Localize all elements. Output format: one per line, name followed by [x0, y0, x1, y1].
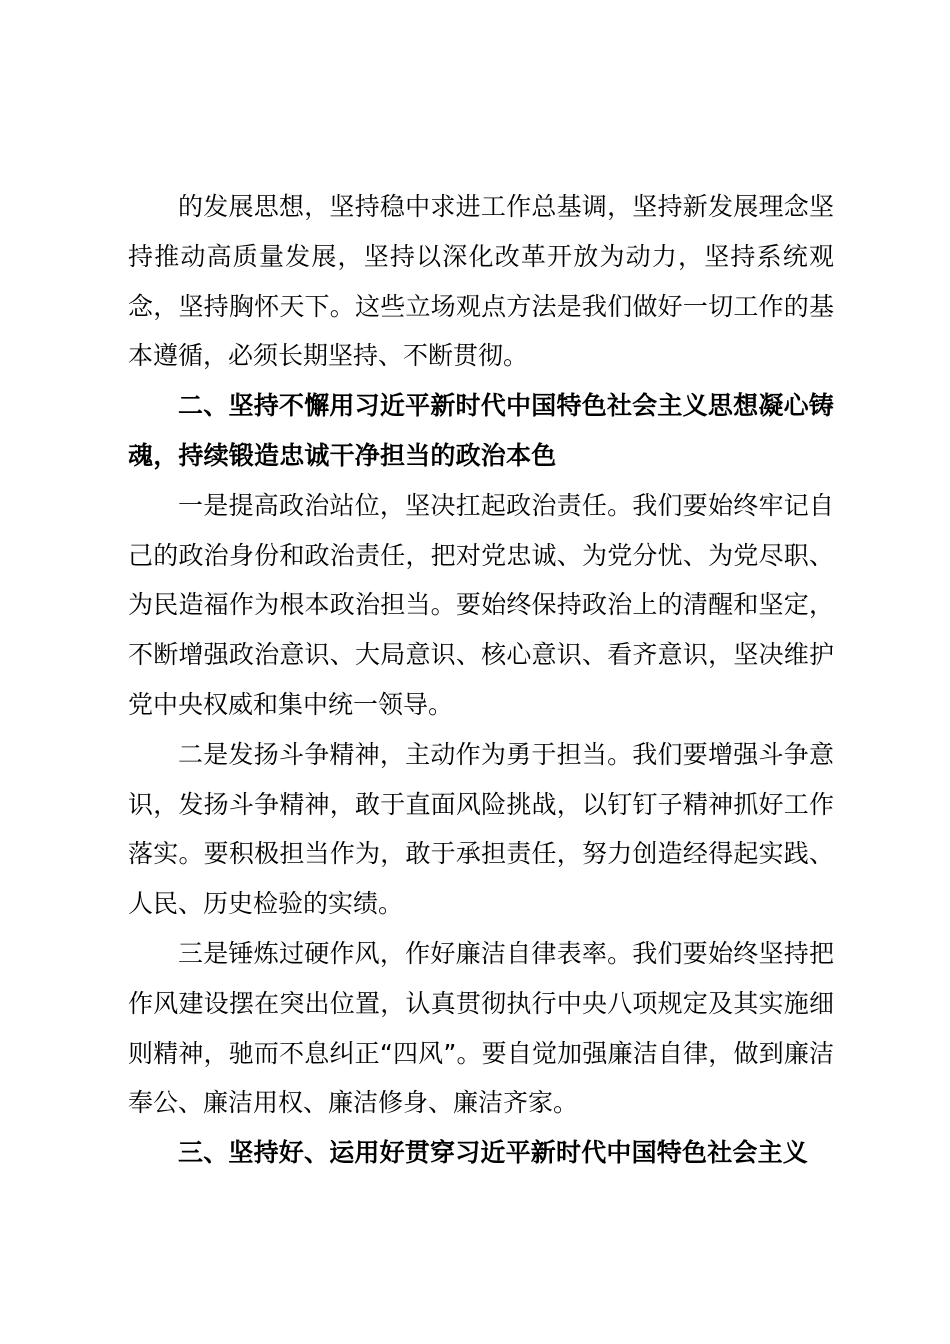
body-paragraph-4: 三是锤炼过硬作风，作好廉洁自律表率。我们要始终坚持把作风建设摆在突出位置，认真贯彻执行中央八项规定及其实施细则精神，驰而不息纠正“四风”。要自觉加强廉洁自律，做到廉洁奉公、廉洁用权、廉洁修身、廉洁齐家。 — [128, 938, 834, 1118]
body-paragraph-2: 一是提高政治站位，坚决扛起政治责任。我们要始终牢记自己的政治身份和政治责任，把对党忠诚、为党分忧、为党尽职、为民造福作为根本政治担当。要始终保持政治上的清醒和坚定，不断增强政治意识、大局意识、核心意识、看齐意识，坚决维护党中央权威和集中统一领导。 — [128, 490, 834, 719]
document-page — [128, 182, 834, 1178]
section-heading-2: 二、坚持不懈用习近平新时代中国特色社会主义思想凝心铸魂，持续锻造忠诚干净担当的政治本色 — [128, 391, 834, 470]
body-paragraph-1: 的发展思想，坚持稳中求进工作总基调，坚持新发展理念坚持推动高质量发展，坚持以深化改革开放为动力，坚持系统观念，坚持胸怀天下。这些立场观点方法是我们做好一切工作的基本遵循，必须长期坚持、不断贯彻。 — [128, 192, 834, 371]
body-paragraph-3: 二是发扬斗争精神，主动作为勇于担当。我们要增强斗争意识，发扬斗争精神，敢于直面风险挑战，以钉钉子精神抓好工作落实。要积极担当作为，敢于承担责任，努力创造经得起实践、人民、历史检验的实绩。 — [128, 739, 834, 919]
section-heading-3: 三、坚持好、运用好贯穿习近平新时代中国特色社会主义 — [178, 1138, 809, 1168]
